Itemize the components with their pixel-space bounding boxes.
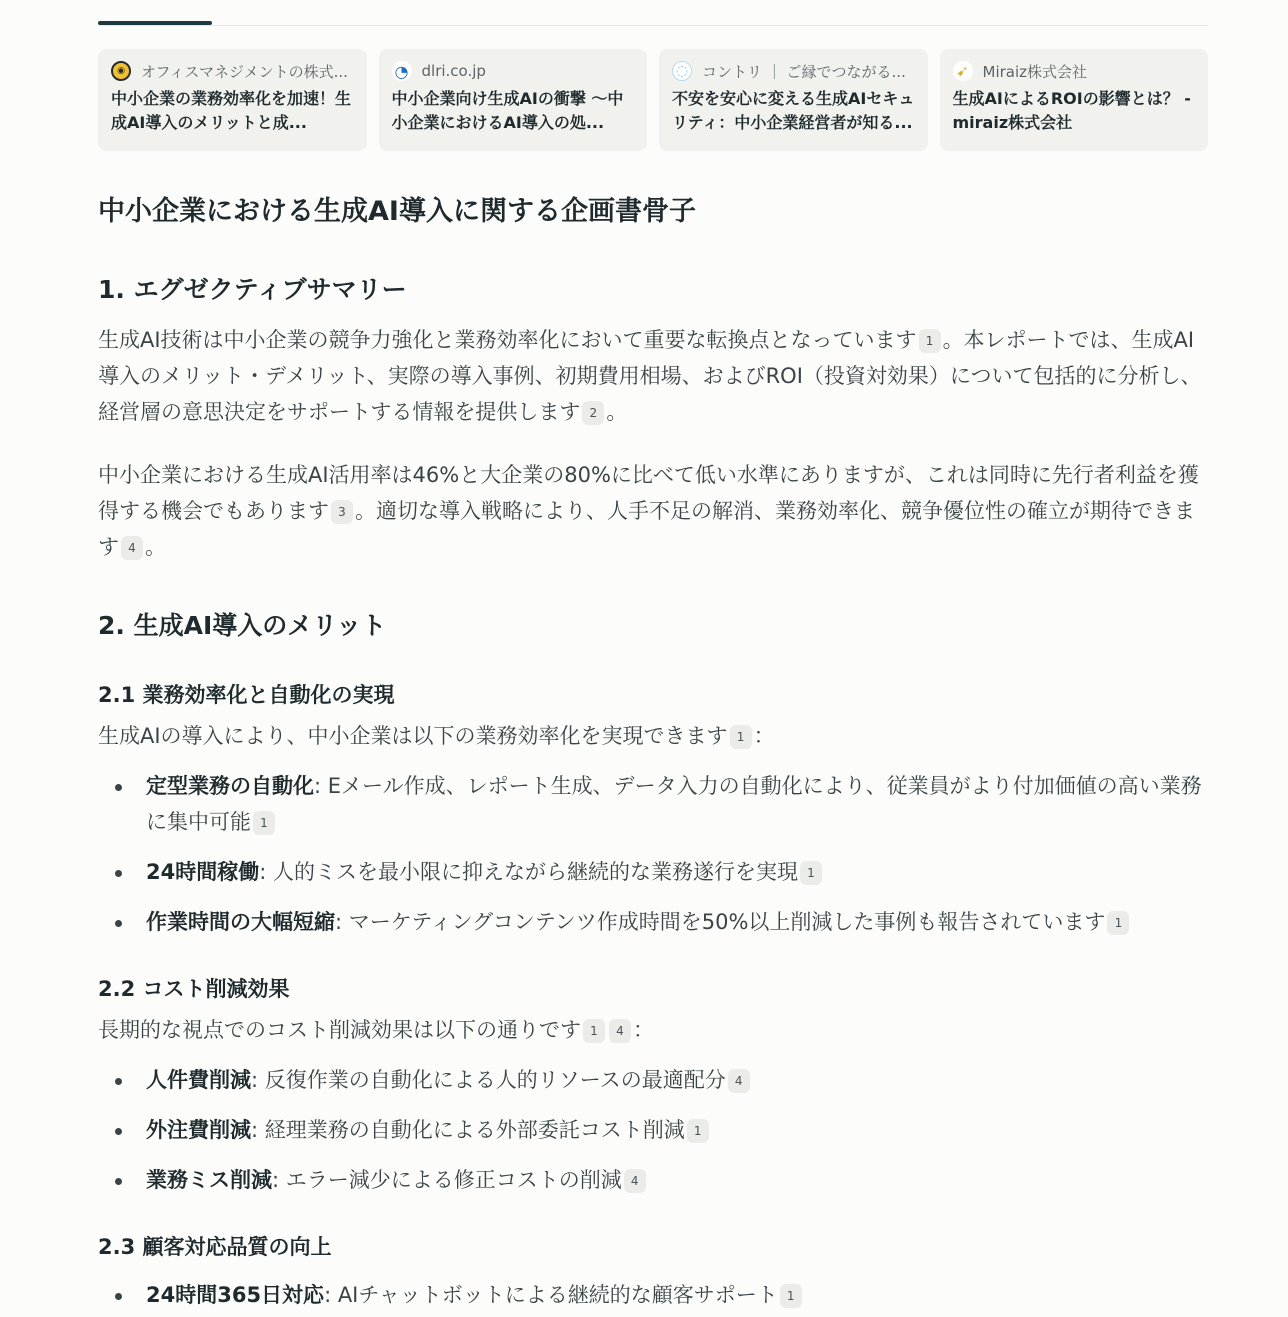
list-item-text: : マーケティングコンテンツ作成時間を50%以上削減した事例も報告されています bbox=[335, 910, 1106, 934]
bullet-list bbox=[98, 1062, 1210, 1198]
list-item bbox=[98, 768, 1210, 840]
source-card[interactable] bbox=[659, 49, 928, 151]
paragraph-text: ： bbox=[753, 724, 775, 748]
paragraph-text: 。 bbox=[606, 400, 628, 424]
source-title: 生成AIによるROIの影響とは？ - miraiz株式会社 bbox=[952, 89, 1191, 132]
citation-badge[interactable]: 4 bbox=[121, 536, 143, 560]
citation-badge[interactable]: 4 bbox=[728, 1069, 750, 1093]
citation-badge[interactable]: 1 bbox=[919, 329, 941, 353]
result-tab-bar bbox=[98, 0, 1208, 26]
paragraph-text: 中小企業における生成AI活用率は46%と大企業の80%に比べて低い水準にありますが、これは同時に先行者利益を獲得する機会でもあります bbox=[98, 463, 1199, 523]
dlri-logo-icon: ◔ bbox=[392, 61, 412, 81]
miraiz-logo-icon: ➹ bbox=[953, 61, 973, 81]
active-tab-indicator[interactable] bbox=[98, 21, 212, 25]
paragraph bbox=[98, 457, 1210, 565]
bullet-list bbox=[98, 1277, 1210, 1313]
paragraph-text: 生成AIの導入により、中小企業は以下の業務効率化を実現できます bbox=[98, 724, 728, 748]
paragraph-text: 。 bbox=[145, 535, 166, 559]
list-item bbox=[98, 1162, 1210, 1198]
kontori-logo-icon: ◌ bbox=[672, 61, 692, 81]
paragraph bbox=[98, 322, 1210, 430]
source-site: オフィスマネジメントの株式... bbox=[141, 62, 348, 81]
list-item-text: : AIチャットボットによる継続的な顧客サポート bbox=[324, 1283, 778, 1307]
list-item bbox=[98, 904, 1210, 940]
section-heading: 1. エグゼクティブサマリー bbox=[98, 275, 407, 304]
subsection-heading: 2.1 業務効率化と自動化の実現 bbox=[98, 683, 395, 707]
citation-badge[interactable]: 1 bbox=[800, 861, 822, 885]
subsection-heading: 2.2 コスト削減効果 bbox=[98, 977, 290, 1001]
paragraph bbox=[98, 718, 775, 754]
citation-badge[interactable]: 4 bbox=[609, 1019, 631, 1043]
source-card-header bbox=[392, 60, 636, 82]
paragraph-text: 。本レポートでは、生成AI導入のメリット・デメリット、実際の導入事例、初期費用相場、およびROI（投資対効果）について包括的に分析し、経営層の意思決定をサポートする情報を提供します bbox=[98, 328, 1202, 424]
list-item bbox=[98, 1112, 1210, 1148]
citation-badge[interactable]: 3 bbox=[331, 500, 353, 524]
source-site: dlri.co.jp bbox=[421, 62, 486, 80]
page-title: 中小企業における生成AI導入に関する企画書骨子 bbox=[98, 196, 696, 227]
source-card[interactable] bbox=[379, 49, 648, 151]
paragraph-text: 生成AI技術は中小企業の競争力強化と業務効率化において重要な転換点となっています bbox=[98, 328, 917, 352]
source-title: 中小企業向け生成AIの衝撃 〜中小企業におけるAI導入の処... bbox=[391, 89, 624, 132]
list-item bbox=[98, 1062, 1210, 1098]
list-item-term: 作業時間の大幅短縮 bbox=[146, 910, 335, 934]
paragraph-text: ： bbox=[633, 1018, 654, 1042]
list-item-text: : Eメール作成、レポート生成、データ入力の自動化により、従業員がより付加価値の高い業務に集中可能 bbox=[146, 774, 1202, 834]
citation-badge[interactable]: 1 bbox=[253, 811, 275, 835]
citation-badge[interactable]: 1 bbox=[583, 1019, 605, 1043]
paragraph bbox=[98, 1012, 654, 1048]
citation-badge[interactable]: 1 bbox=[730, 725, 752, 749]
paragraph-text: 。適切な導入戦略により、人手不足の解消、業務効率化、競争優位性の確立が期待できます bbox=[98, 499, 1195, 559]
citation-badge[interactable]: 2 bbox=[582, 401, 604, 425]
citation-badge[interactable]: 1 bbox=[780, 1284, 802, 1308]
list-item-term: 24時間365日対応 bbox=[146, 1283, 325, 1307]
citation-badge[interactable]: 4 bbox=[624, 1169, 646, 1193]
list-item-term: 人件費削減 bbox=[146, 1068, 251, 1092]
citation-badge[interactable]: 1 bbox=[1107, 911, 1129, 935]
source-card-header bbox=[953, 60, 1197, 82]
list-item-term: 外注費削減 bbox=[146, 1118, 251, 1142]
bullet-list bbox=[98, 768, 1210, 940]
source-title: 不安を安心に変える生成AIセキュリティ：中小企業経営者が知る... bbox=[672, 89, 915, 132]
source-cards bbox=[98, 49, 1208, 151]
source-card[interactable] bbox=[98, 49, 367, 151]
source-card[interactable] bbox=[940, 49, 1209, 151]
list-item bbox=[98, 854, 1210, 890]
list-item-text: : 反復作業の自動化による人的リソースの最適配分 bbox=[251, 1068, 726, 1092]
source-site: コントリ ｜ ご縁でつながる... bbox=[702, 62, 906, 81]
source-card-header bbox=[111, 60, 355, 82]
source-site: Miraiz株式会社 bbox=[982, 62, 1088, 81]
list-item-text: : 経理業務の自動化による外部委託コスト削減 bbox=[251, 1118, 685, 1142]
office-logo-icon: ◉ bbox=[111, 61, 131, 81]
list-item-term: 定型業務の自動化 bbox=[146, 774, 314, 798]
list-item-text: : エラー減少による修正コストの削減 bbox=[272, 1168, 622, 1192]
list-item-term: 業務ミス削減 bbox=[146, 1168, 272, 1192]
subsection-heading: 2.3 顧客対応品質の向上 bbox=[98, 1235, 332, 1259]
source-card-header bbox=[672, 60, 916, 82]
section-heading: 2. 生成AI導入のメリット bbox=[98, 611, 387, 640]
list-item bbox=[98, 1277, 1210, 1313]
list-item-text: : 人的ミスを最小限に抑えながら継続的な業務遂行を実現 bbox=[259, 860, 798, 884]
list-item-term: 24時間稼働 bbox=[146, 860, 260, 884]
citation-badge[interactable]: 1 bbox=[687, 1119, 709, 1143]
source-title: 中小企業の業務効率化を加速！生成AI導入のメリットと成... bbox=[111, 89, 352, 132]
paragraph-text: 長期的な視点でのコスト削減効果は以下の通りです bbox=[98, 1018, 581, 1042]
